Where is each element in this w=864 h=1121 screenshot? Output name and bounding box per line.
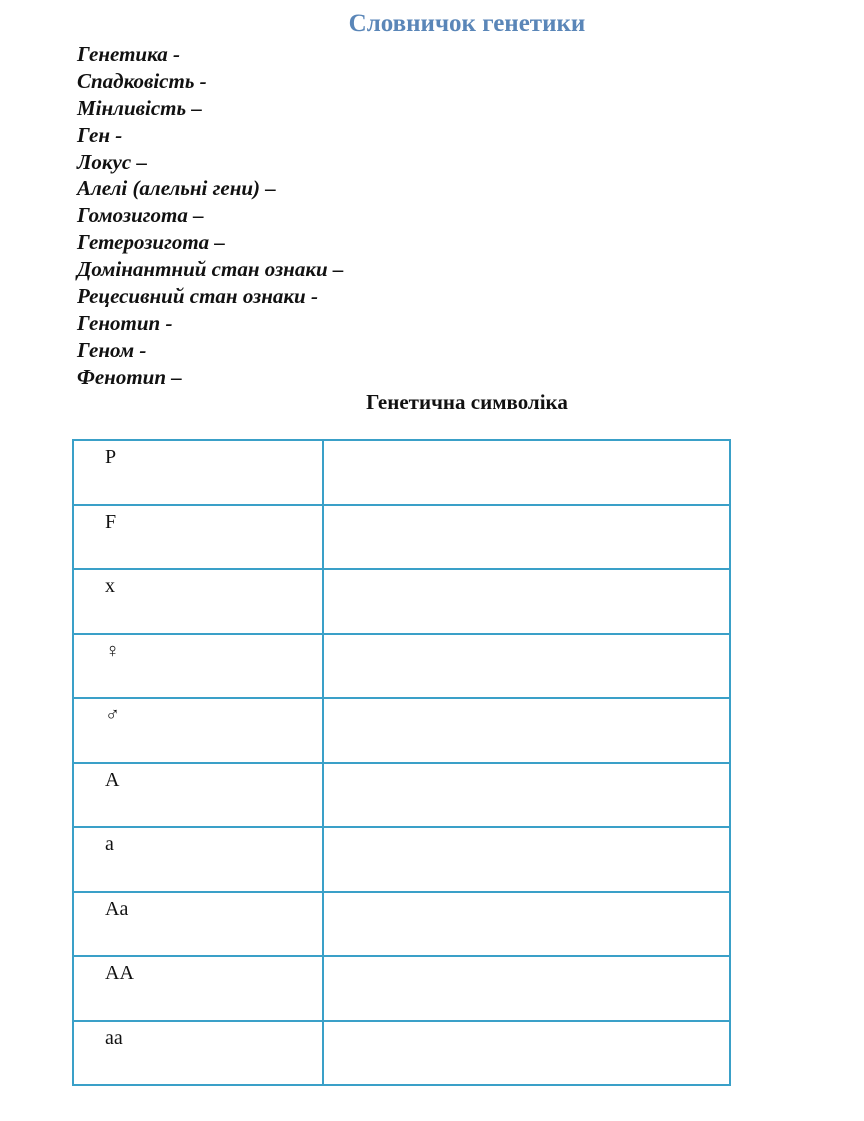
- symbol-cell: x: [73, 569, 323, 634]
- glossary-term: Алелі (алельні гени) –: [77, 176, 276, 201]
- glossary-term: Гетерозигота –: [77, 230, 225, 255]
- description-cell[interactable]: [323, 569, 730, 634]
- description-cell[interactable]: [323, 440, 730, 505]
- symbol-cell: AA: [73, 956, 323, 1021]
- symbol-cell: aa: [73, 1021, 323, 1086]
- glossary-term: Ген -: [77, 122, 123, 147]
- symbol-cell: F: [73, 505, 323, 570]
- description-cell[interactable]: [323, 698, 730, 763]
- description-cell[interactable]: [323, 763, 730, 828]
- glossary-term: Спадковість -: [77, 68, 207, 93]
- symbol-cell: Aa: [73, 892, 323, 957]
- description-cell[interactable]: [323, 505, 730, 570]
- section-title: Генетична символіка: [366, 390, 568, 414]
- table-row: [73, 763, 730, 828]
- table-row: [73, 440, 730, 505]
- table-row: [73, 569, 730, 634]
- table-row: [73, 827, 730, 892]
- table-row: [73, 634, 730, 699]
- symbol-cell: a: [73, 827, 323, 892]
- table-row: [73, 698, 730, 763]
- glossary-list: [77, 41, 343, 391]
- glossary-term: Гомозигота –: [77, 203, 204, 228]
- table-row: [73, 892, 730, 957]
- symbol-cell: A: [73, 763, 323, 828]
- description-cell[interactable]: [323, 892, 730, 957]
- glossary-term: Мінливість –: [77, 95, 202, 120]
- glossary-term: Домінантний стан ознаки –: [77, 257, 344, 282]
- description-cell[interactable]: [323, 827, 730, 892]
- glossary-term: Генотип -: [77, 310, 173, 335]
- table-row: [73, 1021, 730, 1086]
- glossary-term: Генетика -: [77, 42, 180, 66]
- symbol-cell: ♀: [73, 634, 323, 699]
- page-title: Словничок генетики: [348, 10, 586, 37]
- table-row: [73, 956, 730, 1021]
- glossary-term: Фенотип –: [77, 364, 182, 389]
- glossary-term: Локус –: [77, 149, 147, 174]
- glossary-term: Геном -: [77, 337, 147, 362]
- description-cell[interactable]: [323, 634, 730, 699]
- description-cell[interactable]: [323, 956, 730, 1021]
- table-row: [73, 505, 730, 570]
- description-cell[interactable]: [323, 1021, 730, 1086]
- symbol-cell: P: [73, 440, 323, 505]
- glossary-term: Рецесивний стан ознаки -: [77, 284, 318, 309]
- symbols-table: [72, 439, 731, 1086]
- symbol-cell: ♂: [73, 698, 323, 763]
